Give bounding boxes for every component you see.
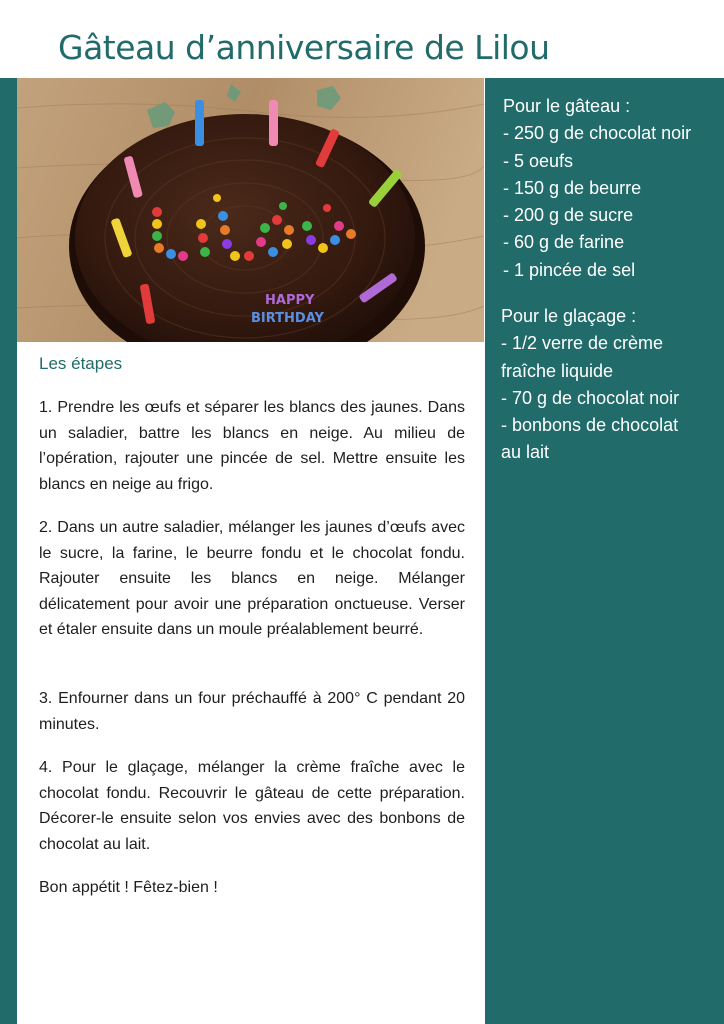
ingredient-item: fraîche liquide [501,360,614,381]
ingredient-item: - 1/2 verre de crème [501,333,664,354]
closing-text: Bon appétit ! Fêtez-bien ! [39,879,218,896]
step-2: 2. Dans un autre saladier, mélanger les jaunes d’œufs avec le sucre, la farine, le beurre fondu et le chocolat fondu. Rajouter ensuite les blancs en neige. Mélanger délicatement pour avoir une préparation onctueuse. Verser et étaler ensuite dans un moule préalablement beurré. [39,519,465,639]
ingredient-item: - 60 g de farine [503,232,625,253]
ingredient-item: au lait [501,442,550,463]
ingredient-item: - 70 g de chocolat noir [501,387,680,408]
ingredient-item: - 150 g de beurre [503,177,642,198]
left-accent-stripe [0,78,17,1024]
topper-line2: BIRTHDAY [251,311,324,326]
step-3: 3. Enfourner dans un four préchauffé à 200° C pendant 20 minutes. [39,690,465,733]
step-1: 1. Prendre les œufs et séparer les blancs des jaunes. Dans un saladier, battre les blancs en neige. Au milieu de l’opération, rajouter une pincée de sel. Mettre ensuite les blancs en neige au frigo. [39,399,465,493]
ingredient-item: - 200 g de sucre [503,205,634,226]
steps-heading: Les étapes [39,354,123,373]
cake-photo [17,78,484,342]
step-4: 4. Pour le glaçage, mélanger la crème fraîche avec le chocolat fondu. Recouvrir le gâteau de cette préparation. Décorer-le ensuite selon vos envies avec des bonbons de chocolat au lait. [39,759,465,853]
page-title: Gâteau d’anniversaire de Lilou [58,28,550,67]
ingredient-item: - 1 pincée de sel [503,259,636,280]
ingredient-item: - 5 oeufs [503,150,574,171]
ingredient-item: - 250 g de chocolat noir [503,123,692,144]
glaze-ingredients [501,303,679,467]
ingredient-item: - bonbons de chocolat [501,415,679,436]
glaze-ingredients-heading: Pour le glaçage : [501,306,637,326]
cake-illustration [17,78,484,342]
topper-line1: HAPPY [265,293,315,308]
cake-ingredients-heading: Pour le gâteau : [503,96,631,116]
cake-ingredients [503,93,691,284]
